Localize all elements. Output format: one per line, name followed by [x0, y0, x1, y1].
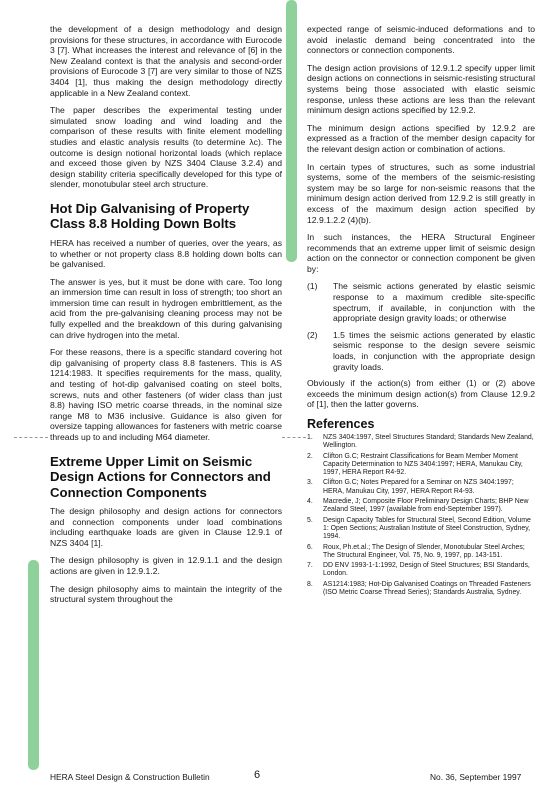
reference-item: [307, 453, 535, 478]
list-item-text: 1.5 times the seismic actions generated by elastic seismic response to the design severe seismic loads, in conjunction with the appropriate design gravity loads.: [333, 329, 535, 372]
green-accent-bar-bottom: [28, 560, 39, 770]
galvanising-heading: Hot Dip Galvanising of Property Class 8.8 Holding Down Bolts: [50, 200, 250, 232]
right-paragraph-4: In certain types of structures, such as some industrial systems, some of the members of the seismic-resisting system may be so large for non-seismic reasons that the minimum design action derived from 12.9.2 is still greatly in excess of the maximum design action specified by 12.9.1.2.2 (4)(b).: [307, 161, 535, 225]
left-column: [50, 0, 282, 612]
reference-text: AS1214:1983; Hot-Dip Galvanised Coatings on Threaded Fasteners (ISO Metric Coarse Thread Series); Standards Australia, Sydney.: [323, 580, 531, 597]
reference-item: [307, 498, 535, 515]
list-item-text: The seismic actions generated by elastic seismic response to a maximum credible site-specific spectrum, if available, in conjunction with the appropriate design gravity loads; or otherwise: [333, 281, 535, 324]
list-item-number: (1): [307, 281, 318, 292]
reference-text: Design Capacity Tables for Structural Steel, Second Edition, Volume 1: Open Sections; Australian Institute of Steel Construction, Sydney, 1994.: [323, 516, 531, 541]
list-item-number: (2): [307, 329, 318, 340]
reference-text: Roux, Ph.et.al.; The Design of Slender, Monotubular Steel Arches; The Structural Engineer, Vol. 75, No. 9, 1997, pp. 143-151.: [323, 543, 525, 559]
reference-number: 1.: [307, 434, 313, 441]
right-paragraph-1: expected range of seismic-induced deformations and to avoid inelastic demand being concentrated into the connectors or connection components.: [307, 24, 535, 56]
reference-item: [307, 562, 535, 579]
galvanising-paragraph-1: HERA has received a number of queries, over the years, as to whether or not property class 8.8 holding down bolts can be galvanised.: [50, 237, 282, 270]
green-accent-bar-top: [286, 0, 297, 262]
reference-item: [307, 434, 535, 451]
right-column: [307, 0, 535, 599]
reference-number: 8.: [307, 580, 313, 588]
footer-issue: No. 36, September 1997: [430, 772, 522, 782]
reference-number: 5.: [307, 516, 313, 524]
reference-number: 3.: [307, 479, 313, 487]
reference-text: DD ENV 1993-1-1:1992, Design of Steel Structures; BSI Standards, London.: [323, 562, 530, 578]
right-paragraph-2: The design action provisions of 12.9.1.2 specify upper limit design actions on connections in seismic-resisting structural systems being those associated with elastic seismic response, unless these actions are less than the relevant minimum design actions specified by 12.9.2.: [307, 62, 535, 116]
right-paragraph-3: The minimum design actions specified by 12.9.2 are expressed as a fraction of the member design capacity for the relevant design action or combination of actions.: [307, 122, 535, 154]
reference-number: 7.: [307, 562, 313, 570]
right-paragraph-5: In such instances, the HERA Structural Engineer recommends that an extreme upper limit of seismic design action on the connector or connection component be given by:: [307, 232, 535, 274]
reference-text: Clifton G.C; Notes Prepared for a Seminar on NZS 3404:1997; HERA, Manukau City, 1997, HERA Report R4-93.: [323, 479, 514, 495]
footer-page-number: 6: [254, 769, 261, 781]
reference-number: 6.: [307, 543, 313, 551]
reference-number: 4.: [307, 498, 313, 506]
seismic-paragraph-1: The design philosophy and design actions for connectors and connection components under load combinations including earthquake loads are given in Clause 12.9.1 of NZS 3404 [1].: [50, 506, 282, 548]
reference-item: [307, 517, 535, 542]
reference-item: [307, 581, 535, 598]
list-item: [307, 330, 535, 372]
scan-mark-line: [282, 437, 306, 438]
reference-item: [307, 479, 535, 496]
paper-description-paragraph: The paper describes the experimental testing under simulated snow loading and wind loading and the comparison of these results with finite element modelling studies and elastic analysis results (to determine λc). The outcome is design notional horizontal loads (which replace and exceed those given by NZS 3404 Clause 3.2.4) and design stability criteria specifically developed for this type of slender, monotubular steel arch structure.: [50, 105, 282, 190]
seismic-paragraph-3: The design philosophy aims to maintain the integrity of the structural system throughout the: [50, 583, 282, 605]
references-heading: References: [307, 417, 375, 431]
footer-publication: HERA Steel Design & Construction Bulletin: [50, 772, 210, 782]
galvanising-paragraph-3: For these reasons, there is a specific standard covering hot dip galvanising of property class 8.8 fasteners. This is AS 1214:1983. It specifies requirements for the mass, quality, and testing of hot-dip galvanised coating on steel bolts, screws, nuts and other fasteners (of wider class than just 8.8) having ISO metric coarse threads, in the nominal size range M8 to M36 inclusive. Guidance is also given for oversize tapping allowances for fasteners with metric coarse threads up to and including M64 diameter.: [50, 347, 282, 442]
list-item: [307, 281, 535, 323]
galvanising-paragraph-2: The answer is yes, but it must be done with care. Too long an immersion time can result in loss of strength; too short an immersion time can result in hydrogen embrittlement, as the acid from the pre-galvanising cleaning process may not be fully expelled and the breakdown of this during galvanising can drive hydrogen into the metal.: [50, 276, 282, 340]
reference-item: [307, 544, 535, 561]
scan-mark-line: [14, 437, 48, 438]
reference-text: NZS 3404:1997, Steel Structures Standard; Standards New Zealand, Wellington.: [323, 434, 534, 450]
reference-number: 2.: [307, 452, 313, 460]
seismic-paragraph-2: The design philosophy is given in 12.9.1.1 and the design actions are given in 12.9.1.2.: [50, 555, 282, 577]
reference-text: Clifton G.C; Restraint Classifications for Beam Member Moment Capacity Determination to NZS 3404:1997; HERA, Manukau City, 1997, HERA Report R4-92.: [323, 452, 523, 477]
right-paragraph-6: Obviously if the action(s) from either (1) or (2) above exceeds the minimum design action(s) from Clause 12.9.2 of [1], then the latter governs.: [307, 378, 535, 410]
reference-text: Macredie, J; Composite Floor Preliminary Design Charts; BHP New Zealand Steel, 1997 (available from end-September 1997).: [323, 498, 529, 514]
seismic-heading: Extreme Upper Limit on Seismic Design Actions for Connectors and Connection Components: [50, 453, 271, 500]
intro-paragraph: the development of a design methodology and design provisions for these structures, in accordance with Eurocode 3 [7]. What increases the interest and relevance of [6] in the New Zealand context is that the analysis and second-order provisions of Eurocode 3 [7] are very similar to those of NZS 3404 [1], thus making the design methodology directly applicable in a New Zealand context.: [50, 24, 282, 98]
